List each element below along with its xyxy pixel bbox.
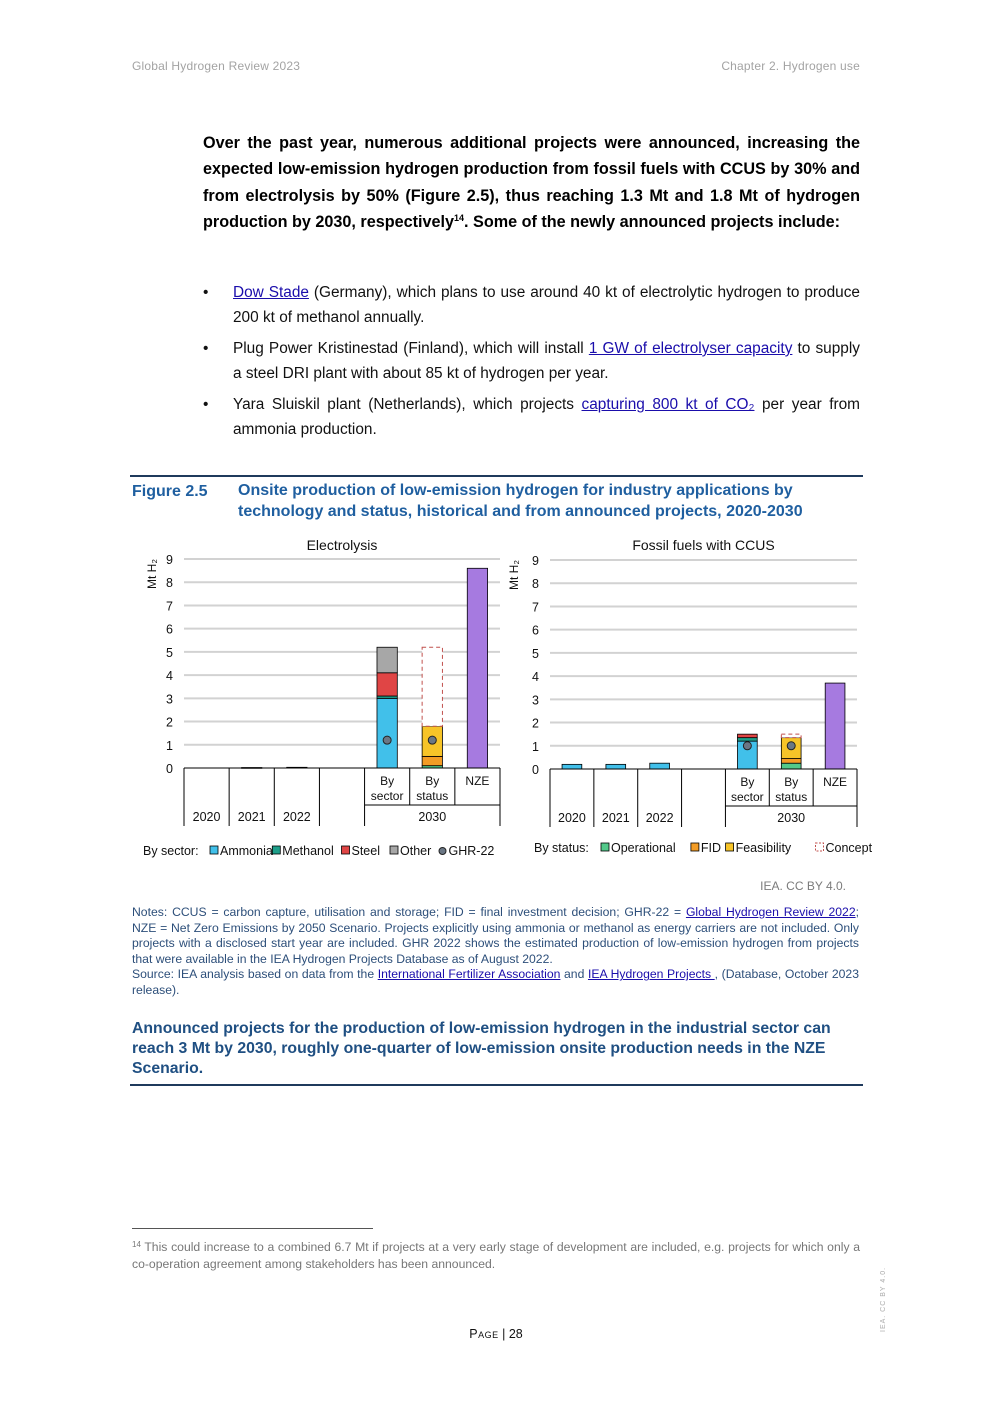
source-paragraph: Source: IEA analysis based on data from the International Fertilizer Association and IEA Hydrogen Projects , (Database, October 2023 release). (132, 967, 859, 997)
legend-prefix: By sector: (143, 844, 199, 858)
intro-text: Over the past year, numerous additional projects were announced, increasing the expected low-emission hydrogen production from fossil fuels with CCUS by 30% and from electrolysis by 50% (Figure 2.5), thus reaching 1.3 Mt and 1.8 Mt of hydrogen production by 2030, respectively (203, 134, 860, 231)
bar-segment-fid (422, 756, 442, 765)
bullet-icon: • (203, 396, 209, 413)
chart-title: Electrolysis (306, 537, 378, 553)
y-tick-label: 8 (166, 576, 173, 591)
legend-label: Ammonia (220, 844, 273, 858)
legend-label: Feasibility (735, 841, 792, 855)
list-item: • Dow Stade (Germany), which plans to use around 40 kt of electrolytic hydrogen to produce 200 kt of methanol annually. (203, 280, 860, 330)
dow-stade-link[interactable]: Dow Stade (233, 284, 309, 301)
y-tick-label: 8 (532, 577, 539, 592)
project-list (203, 280, 860, 448)
footnote: $^{14}$ This could increase to a combined 6.7 Mt if projects at a very early stage of development are included, e.g. projects for which only a co-operation agreement among stakeholders has been announced. (132, 1240, 860, 1271)
charts-svg (130, 530, 873, 870)
x-group-label: 2020 (558, 811, 586, 825)
x-group-label: 2020 (192, 810, 221, 824)
electrolyser-capacity-link[interactable]: 1 GW of electrolyser capacity (588, 340, 793, 357)
y-tick-label: 4 (532, 670, 539, 685)
bar-segment-nze (467, 568, 487, 768)
y-tick-label: 2 (532, 716, 539, 731)
iea-hydrogen-projects-link[interactable]: IEA Hydrogen Projects (587, 967, 715, 982)
bar-segment-ammonia (650, 763, 670, 769)
list-item: • Yara Sluiskil plant (Netherlands), which projects capturing 800 kt of CO₂ per year from ammonia production. (203, 392, 860, 442)
x-sub-label: By (740, 775, 755, 789)
notes-paragraph: Notes: CCUS = carbon capture, utilisation and storage; FID = final investment decision; GHR-22 = Global Hydrogen Review 2022; NZE = Net Zero Emissions by 2050 Scenario. Projects explicitly using ammonia or methanol as energy carriers are not included. Only projects with a disclosed start year are included. GHR 2022 shows the estimated production of low-emission hydrogen from projects that were available in the IEA Hydrogen Projects Database as of August 2022. (132, 905, 859, 966)
x-sub-label: sector (370, 789, 404, 803)
running-header-chapter: Chapter 2. Hydrogen use (721, 59, 860, 73)
running-header-title: Global Hydrogen Review 2023 (132, 59, 301, 73)
bar-segment-fid (781, 759, 801, 764)
x-sub-label: By (784, 775, 799, 789)
legend-label: Other (400, 844, 432, 858)
figure-credit: IEA. CC BY 4.0. (760, 879, 846, 893)
ghr22-marker (383, 736, 391, 744)
legend-swatch-steel (342, 846, 350, 854)
figure-bottom-rule (130, 1084, 863, 1086)
figure-charts (130, 530, 873, 875)
legend-swatch-ammonia (210, 846, 218, 854)
figure-notes (132, 905, 859, 999)
page-number: Page | 28 (469, 1327, 523, 1341)
bar-segment-methanol (737, 738, 757, 741)
figure-label: Figure 2.5 (132, 483, 208, 500)
bar-segment-steel (737, 734, 757, 737)
y-tick-label: 4 (166, 669, 173, 684)
bullet-icon: • (203, 340, 209, 357)
footnote-ref[interactable]: 14 (454, 212, 465, 223)
y-axis-label: Mt H₂ (145, 559, 159, 589)
legend-swatch-other (390, 846, 398, 854)
x-sub-label: NZE (823, 775, 848, 789)
ghr22-marker (743, 742, 751, 750)
y-tick-label: 7 (166, 599, 173, 614)
y-tick-label: 0 (532, 763, 539, 777)
y-tick-label: 6 (532, 623, 539, 638)
legend-prefix: By status: (534, 841, 589, 855)
bar-segment-concept (422, 647, 442, 726)
y-tick-label: 9 (532, 554, 539, 568)
footnote-rule (132, 1228, 373, 1229)
y-tick-label: 5 (532, 646, 539, 661)
y-tick-label: 6 (166, 622, 173, 637)
bar-segment-steel (377, 673, 397, 696)
x-group-label: 2021 (601, 811, 630, 825)
legend-label: Concept (825, 841, 873, 855)
side-license-mark: IEA. CC BY 4.0. (880, 1266, 887, 1332)
legend-swatch-ghr22 (439, 848, 446, 855)
figure-title: Onsite production of low-emission hydrogen for industry applications by technology and status, historical and from announced projects, 2020-2030 (238, 482, 803, 520)
x-sub-label: status (416, 789, 449, 803)
bar-segment-nze (825, 683, 845, 769)
chart-title: Fossil fuels with CCUS (632, 537, 775, 553)
x-sub-label: status (775, 790, 808, 804)
legend-swatch-operational (601, 843, 609, 851)
legend-swatch-methanol (272, 846, 280, 854)
x-group-label: 2030 (418, 810, 447, 824)
y-tick-label: 2 (166, 715, 173, 730)
bar-segment-ammonia (606, 764, 626, 769)
y-tick-label: 1 (166, 738, 173, 753)
bar-segment-ammonia (377, 698, 397, 768)
bar-segment-operational (781, 763, 801, 769)
bar-segment-ammonia (562, 764, 582, 769)
x-group-label: 2021 (237, 810, 266, 824)
co2-capture-link[interactable]: capturing 800 kt of CO₂ (581, 396, 755, 413)
x-sub-label: By (380, 774, 395, 788)
figure-top-rule (130, 475, 863, 477)
intro-text-after: . Some of the newly announced projects include: (464, 212, 840, 231)
y-tick-label: 7 (532, 600, 539, 615)
y-tick-label: 0 (166, 762, 173, 776)
legend-label: FID (700, 841, 722, 855)
ghr22-marker (787, 742, 795, 750)
ghr-2022-link[interactable]: Global Hydrogen Review 2022 (685, 905, 856, 919)
ifa-link[interactable]: International Fertilizer Association (377, 967, 561, 982)
bar-segment-concept (781, 734, 801, 737)
legend-label: Steel (351, 844, 380, 858)
y-tick-label: 9 (166, 553, 173, 567)
intro-paragraph (203, 130, 860, 235)
legend-label: GHR-22 (448, 844, 495, 858)
figure-takeaway: Announced projects for the production of low-emission hydrogen in the industrial sector can reach 3 Mt by 2030, roughly one-quarter of low-emission onsite production needs in the NZE Scenario. (132, 1020, 831, 1077)
y-tick-label: 5 (166, 645, 173, 660)
y-tick-label: 3 (532, 693, 539, 708)
legend-swatch-concept (816, 843, 824, 851)
legend-label: Operational (611, 841, 676, 855)
legend-swatch-feasibility (726, 843, 734, 851)
y-axis-label: Mt H₂ (507, 560, 521, 590)
legend-label: Methanol (282, 844, 334, 858)
x-sub-label: By (425, 774, 440, 788)
x-group-label: 2022 (645, 811, 674, 825)
bar-segment-other (377, 647, 397, 673)
bullet-icon: • (203, 284, 209, 301)
y-tick-label: 1 (532, 739, 539, 754)
y-tick-label: 3 (166, 692, 173, 707)
x-sub-label: sector (731, 790, 764, 804)
x-sub-label: NZE (465, 774, 490, 788)
x-group-label: 2022 (282, 810, 311, 824)
legend-swatch-fid (691, 843, 699, 851)
ghr22-marker (428, 736, 436, 744)
x-group-label: 2030 (777, 811, 806, 825)
list-item: • Plug Power Kristinestad (Finland), which will install 1 GW of electrolyser capacity to supply a steel DRI plant with about 85 kt of hydrogen per year. (203, 336, 860, 386)
